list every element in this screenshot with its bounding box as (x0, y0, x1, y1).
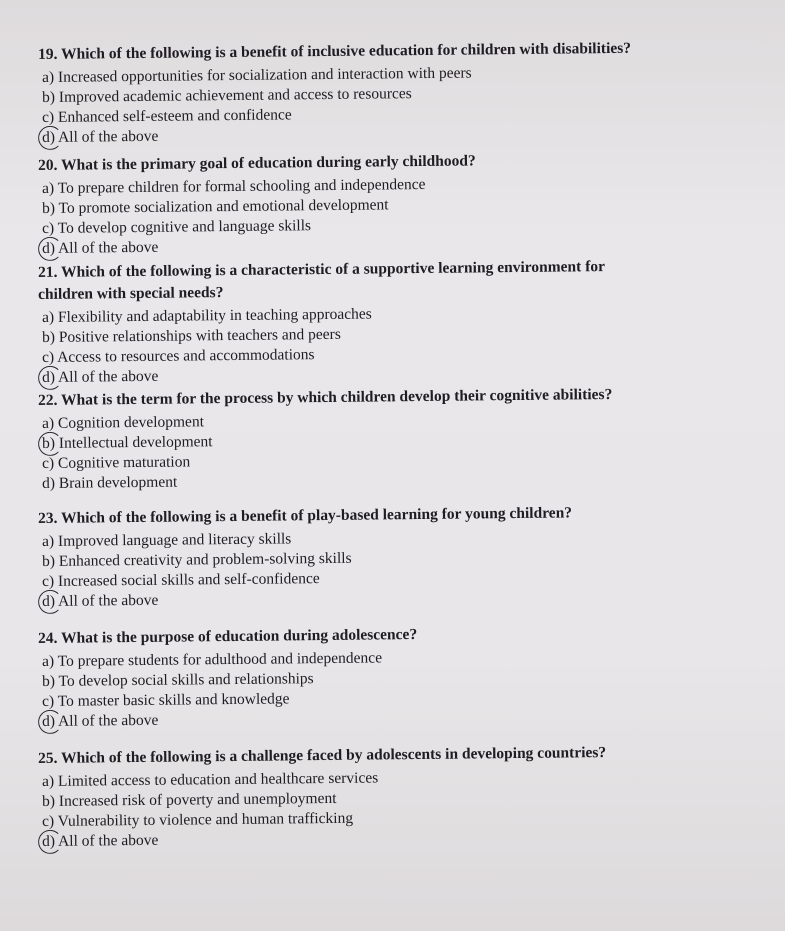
question-21-text-line1: 21. Which of the following is a characteristic of a supportive learning environment for (38, 258, 606, 281)
question-25 (38, 744, 758, 852)
question-19-text: 19. Which of the following is a benefit of inclusive education for children with disabilities? (38, 39, 632, 63)
question-19-option-d: d) All of the above (42, 120, 762, 148)
question-23-option-d: d) All of the above (42, 584, 762, 612)
question-21-text-line2: children with special needs? (38, 284, 224, 303)
question-22-option-b: b) Intellectual development (42, 426, 762, 454)
question-24-option-b: b) To develop social skills and relationships (42, 670, 314, 690)
question-20-option-a: a) To prepare children for formal schooling and independence (42, 175, 426, 197)
question-25-option-d: d) All of the above (42, 824, 762, 852)
question-20 (38, 152, 758, 259)
question-25-option-a: a) Limited access to education and healthcare services (42, 769, 379, 790)
question-24-text: 24. What is the purpose of education during adolescence? (38, 626, 418, 647)
question-24-option-d: d) All of the above (42, 704, 762, 732)
question-25-option-b: b) Increased risk of poverty and unemployment (42, 789, 337, 810)
question-25-options (38, 769, 758, 852)
question-22 (38, 385, 758, 494)
question-23-text: 23. Which of the following is a benefit of play-based learning for young children? (38, 504, 573, 527)
question-22-options (38, 414, 758, 494)
question-22-text: 22. What is the term for the process by which children develop their cognitive abilities? (38, 385, 613, 409)
question-25-text: 25. Which of the following is a challenge faced by adolescents in developing countries? (38, 744, 607, 767)
question-20-text: 20. What is the primary goal of education during early childhood? (38, 152, 476, 174)
question-24 (38, 628, 758, 732)
question-21-options (38, 305, 758, 388)
question-23-option-b: b) Enhanced creativity and problem-solving skills (42, 549, 352, 570)
question-24-option-a: a) To prepare students for adulthood and independence (42, 649, 383, 670)
question-20-options (38, 175, 758, 259)
question-19-option-b: b) Improved academic achievement and access to resources (42, 85, 412, 106)
question-24-option-c: c) To master basic skills and knowledge (42, 690, 290, 710)
question-22-option-d: d) Brain development (42, 473, 178, 492)
question-22-option-c: c) Cognitive maturation (42, 453, 191, 472)
question-25-option-c: c) Vulnerability to violence and human trafficking (42, 809, 354, 830)
question-21-option-d: d) All of the above (42, 360, 762, 388)
question-19-option-a: a) Increased opportunities for socialization and interaction with peers (42, 64, 472, 86)
question-24-options (38, 649, 758, 732)
question-20-option-b: b) To promote socialization and emotional development (42, 196, 389, 217)
question-21-option-a: a) Flexibility and adaptability in teaching approaches (42, 305, 372, 326)
question-19-options (38, 64, 758, 148)
question-19-option-c: c) Enhanced self-esteem and confidence (42, 106, 292, 126)
question-21-option-c: c) Access to resources and accommodations (42, 346, 315, 366)
question-23 (38, 504, 758, 612)
question-22-option-a: a) Cognition development (42, 413, 205, 432)
question-20-option-d: d) All of the above (42, 231, 762, 259)
question-21-option-b: b) Positive relationships with teachers and peers (42, 325, 341, 346)
question-23-options (38, 532, 758, 612)
question-20-option-c: c) To develop cognitive and language skills (42, 217, 312, 237)
question-21 (38, 258, 758, 388)
question-23-option-c: c) Increased social skills and self-confidence (42, 570, 320, 590)
question-23-option-a: a) Improved language and literacy skills (42, 530, 292, 550)
question-19 (38, 39, 758, 148)
